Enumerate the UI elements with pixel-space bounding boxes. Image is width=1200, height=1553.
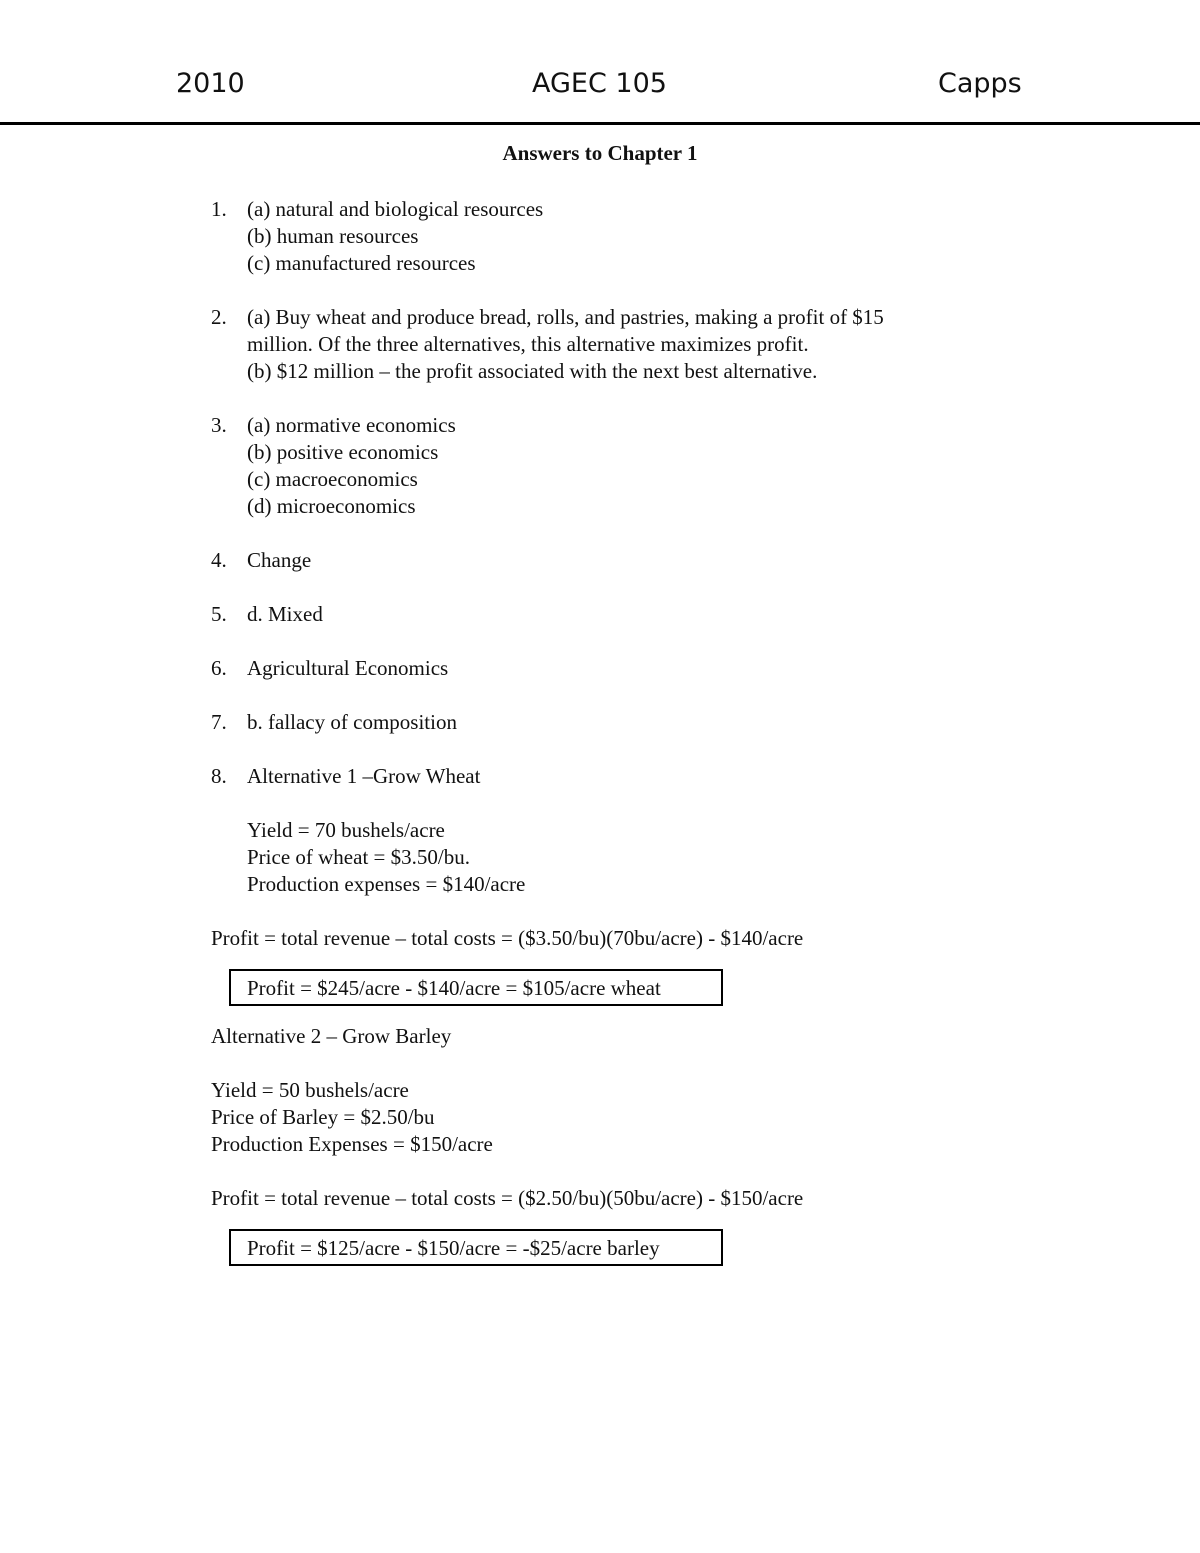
answer-3 xyxy=(0,412,1200,520)
answer-line: Price of wheat = $3.50/bu. xyxy=(247,845,470,869)
answer-line: (a) normative economics xyxy=(247,413,456,437)
profit-box-barley: Profit = $125/acre - $150/acre = -$25/acre barley xyxy=(229,1229,723,1266)
answer-line: (a) natural and biological resources xyxy=(247,197,544,221)
answer-number: 6. xyxy=(211,656,227,680)
answer-2 xyxy=(0,304,1200,385)
answer-number: 3. xyxy=(211,413,227,437)
answer-line: d. Mixed xyxy=(247,602,323,626)
answer-number: 2. xyxy=(211,305,227,329)
profit-box-wheat: Profit = $245/acre - $140/acre = $105/acre wheat xyxy=(229,969,723,1006)
answer-line: Yield = 50 bushels/acre xyxy=(211,1078,409,1102)
answer-line: (a) Buy wheat and produce bread, rolls, and pastries, making a profit of $15 xyxy=(247,305,884,329)
answer-line: Alternative 1 –Grow Wheat xyxy=(247,764,481,788)
answer-7 xyxy=(0,709,1200,736)
answer-4 xyxy=(0,547,1200,574)
answer-number: 8. xyxy=(211,764,227,788)
document-body xyxy=(0,140,1200,1266)
header-rule xyxy=(0,122,1200,125)
answer-number: 1. xyxy=(211,197,227,221)
answer-line: Agricultural Economics xyxy=(247,656,449,680)
answer-1 xyxy=(0,196,1200,277)
answer-number: 5. xyxy=(211,602,227,626)
answer-6 xyxy=(0,655,1200,682)
answer-line: (c) manufactured resources xyxy=(247,251,476,275)
page-header xyxy=(0,68,1200,108)
header-course: AGEC 105 xyxy=(532,68,667,99)
answer-line: (b) human resources xyxy=(247,224,419,248)
answer-line: Production expenses = $140/acre xyxy=(247,872,526,896)
answer-line: (b) positive economics xyxy=(247,440,439,464)
answer-line: (d) microeconomics xyxy=(247,494,416,518)
answer-line: (c) macroeconomics xyxy=(247,467,418,491)
header-author: Capps xyxy=(938,68,1022,99)
profit-formula-wheat: Profit = total revenue – total costs = ($3.50/bu)(70bu/acre) - $140/acre xyxy=(211,926,804,950)
answer-line: million. Of the three alternatives, this alternative maximizes profit. xyxy=(247,332,809,356)
answer-line: Price of Barley = $2.50/bu xyxy=(211,1105,435,1129)
header-year: 2010 xyxy=(176,68,245,99)
answer-line: (b) $12 million – the profit associated with the next best alternative. xyxy=(247,359,818,383)
alternative-2-title: Alternative 2 – Grow Barley xyxy=(211,1024,452,1048)
answer-line: Change xyxy=(247,548,312,572)
answer-number: 4. xyxy=(211,548,227,572)
answer-line: b. fallacy of composition xyxy=(247,710,457,734)
answer-5 xyxy=(0,601,1200,628)
answer-line: Production Expenses = $150/acre xyxy=(211,1132,493,1156)
answer-8 xyxy=(0,763,1200,898)
answer-line: Yield = 70 bushels/acre xyxy=(247,818,445,842)
answer-number: 7. xyxy=(211,710,227,734)
profit-formula-barley: Profit = total revenue – total costs = ($2.50/bu)(50bu/acre) - $150/acre xyxy=(211,1186,804,1210)
page-title: Answers to Chapter 1 xyxy=(502,141,698,165)
